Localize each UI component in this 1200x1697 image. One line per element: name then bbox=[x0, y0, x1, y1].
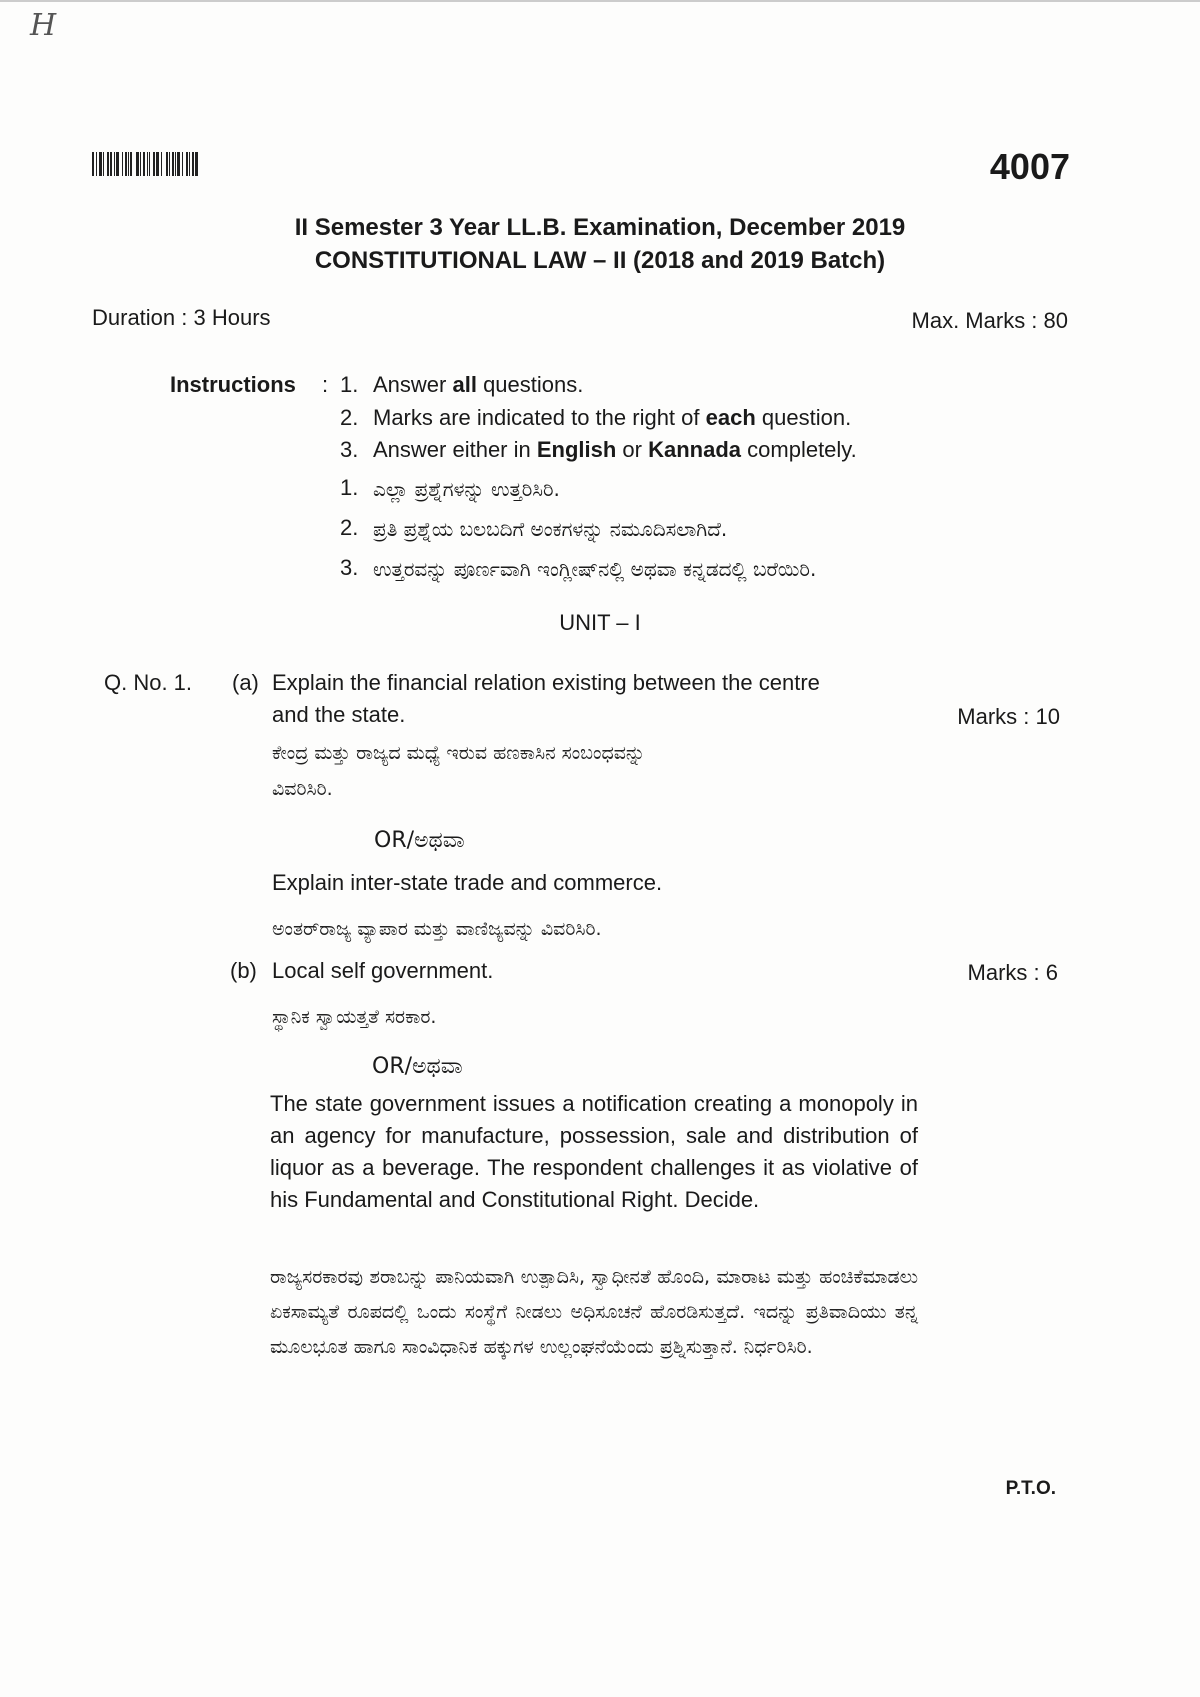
instruction-number: 2. bbox=[340, 405, 359, 430]
barcode bbox=[92, 152, 230, 176]
instruction-number: 3. bbox=[340, 437, 359, 462]
instruction-item-kn: ಎಲ್ಲಾ ಪ್ರಶ್ನೆಗಳನ್ನು ಉತ್ತರಿಸಿರಿ. bbox=[373, 477, 560, 501]
subquestion-a-kannada: ಕೇಂದ್ರ ಮತ್ತು ರಾಜ್ಯದ ಮಧ್ಯೆ ಇರುವ ಹಣಕಾಸಿನ ಸಂಬಂಧವನ್ನು bbox=[272, 742, 646, 764]
subquestion-a-kannada-cont: ವಿವರಿಸಿರಿ. bbox=[272, 778, 333, 800]
instruction-number-kn: 1. bbox=[340, 475, 359, 500]
subject-title: CONSTITUTIONAL LAW – II (2018 and 2019 Batch) bbox=[314, 247, 886, 274]
marks-a: Marks : 10 bbox=[957, 704, 1060, 729]
subquestion-a-text-cont: and the state. bbox=[272, 702, 406, 727]
handwritten-corner-mark: H bbox=[30, 8, 57, 43]
instruction-number-kn: 2. bbox=[340, 515, 359, 540]
or-separator: OR/ಅಥವಾ bbox=[374, 828, 465, 853]
instructions-label: Instructions bbox=[170, 372, 296, 397]
paper-code: 4007 bbox=[989, 146, 1070, 187]
subquestion-b-text: Local self government. bbox=[272, 958, 494, 983]
unit-heading: UNIT – I bbox=[559, 610, 641, 635]
subquestion-a-alternative: Explain inter-state trade and commerce. bbox=[272, 870, 663, 895]
subquestion-b-label: (b) bbox=[230, 958, 257, 983]
subquestion-b-kannada: ಸ್ಥಾನಿಕ ಸ್ವಾಯತ್ತತೆ ಸರಕಾರ. bbox=[272, 1006, 437, 1028]
marks-b: Marks : 6 bbox=[967, 960, 1058, 985]
question-number: Q. No. 1. bbox=[104, 670, 193, 695]
instruction-item: Answer all questions. bbox=[373, 372, 584, 397]
max-marks: Max. Marks : 80 bbox=[911, 308, 1068, 333]
duration: Duration : 3 Hours bbox=[92, 305, 271, 330]
or-separator: OR/ಅಥವಾ bbox=[372, 1054, 463, 1079]
instruction-number-kn: 3. bbox=[340, 555, 359, 580]
instruction-item: Marks are indicated to the right of each question. bbox=[373, 405, 852, 430]
subquestion-a-alternative-kannada: ಅಂತರ್‌ರಾಜ್ಯ ವ್ಯಾಪಾರ ಮತ್ತು ವಾಣಿಜ್ಯವನ್ನು ವಿವರಿಸಿರಿ. bbox=[272, 918, 602, 940]
exam-title: II Semester 3 Year LL.B. Examination, December 2019 bbox=[294, 214, 906, 241]
page-turn-over: P.T.O. bbox=[1005, 1478, 1056, 1499]
instructions-colon: : bbox=[322, 372, 329, 397]
scan-edge-line bbox=[0, 0, 1200, 2]
subquestion-a-label: (a) bbox=[232, 670, 259, 695]
subquestion-b-alternative: The state government issues a notification creating a monopoly in an agency for manufacture, possession, sale and distribution of liquor as a beverage. The respondent challenges it as violative of his Fundamental and Constitutional Right. Decide. bbox=[270, 1091, 918, 1212]
subquestion-b-alternative-kannada: ರಾಜ್ಯಸರಕಾರವು ಶರಾಬನ್ನು ಪಾನಿಯವಾಗಿ ಉತ್ಪಾದಿಸಿ, ಸ್ವಾಧೀನತೆ ಹೊಂದಿ, ಮಾರಾಟ ಮತ್ತು ಹಂಚಿಕೆಮಾಡಲು ಏಕಸಾಮ್ಯತೆ ರೂಪದಲ್ಲಿ ಒಂದು ಸಂಸ್ಥೆಗೆ ನೀಡಲು ಅಧಿಸೂಚನೆ ಹೊರಡಿಸುತ್ತದೆ. ಇದನ್ನು ಪ್ರತಿವಾದಿಯು ತನ್ನ ಮೂಲಭೂತ ಹಾಗೂ ಸಾಂವಿಧಾನಿಕ ಹಕ್ಕುಗಳ ಉಲ್ಲಂಘನೆಯೆಂದು ಪ್ರಶ್ನಿಸುತ್ತಾನೆ. ನಿರ್ಧರಿಸಿರಿ. bbox=[270, 1266, 918, 1358]
subquestion-a-text: Explain the financial relation existing between the centre bbox=[272, 670, 820, 695]
instruction-item: Answer either in English or Kannada completely. bbox=[373, 437, 857, 462]
instruction-item-kn: ಪ್ರತಿ ಪ್ರಶ್ನೆಯ ಬಲಬದಿಗೆ ಅಂಕಗಳನ್ನು ನಮೂದಿಸಲಾಗಿದೆ. bbox=[373, 517, 728, 541]
instruction-number: 1. bbox=[340, 372, 359, 397]
instruction-item-kn: ಉತ್ತರವನ್ನು ಪೂರ್ಣವಾಗಿ ಇಂಗ್ಲೀಷ್‌ನಲ್ಲಿ ಅಥವಾ ಕನ್ನಡದಲ್ಲಿ ಬರೆಯಿರಿ. bbox=[373, 557, 817, 581]
